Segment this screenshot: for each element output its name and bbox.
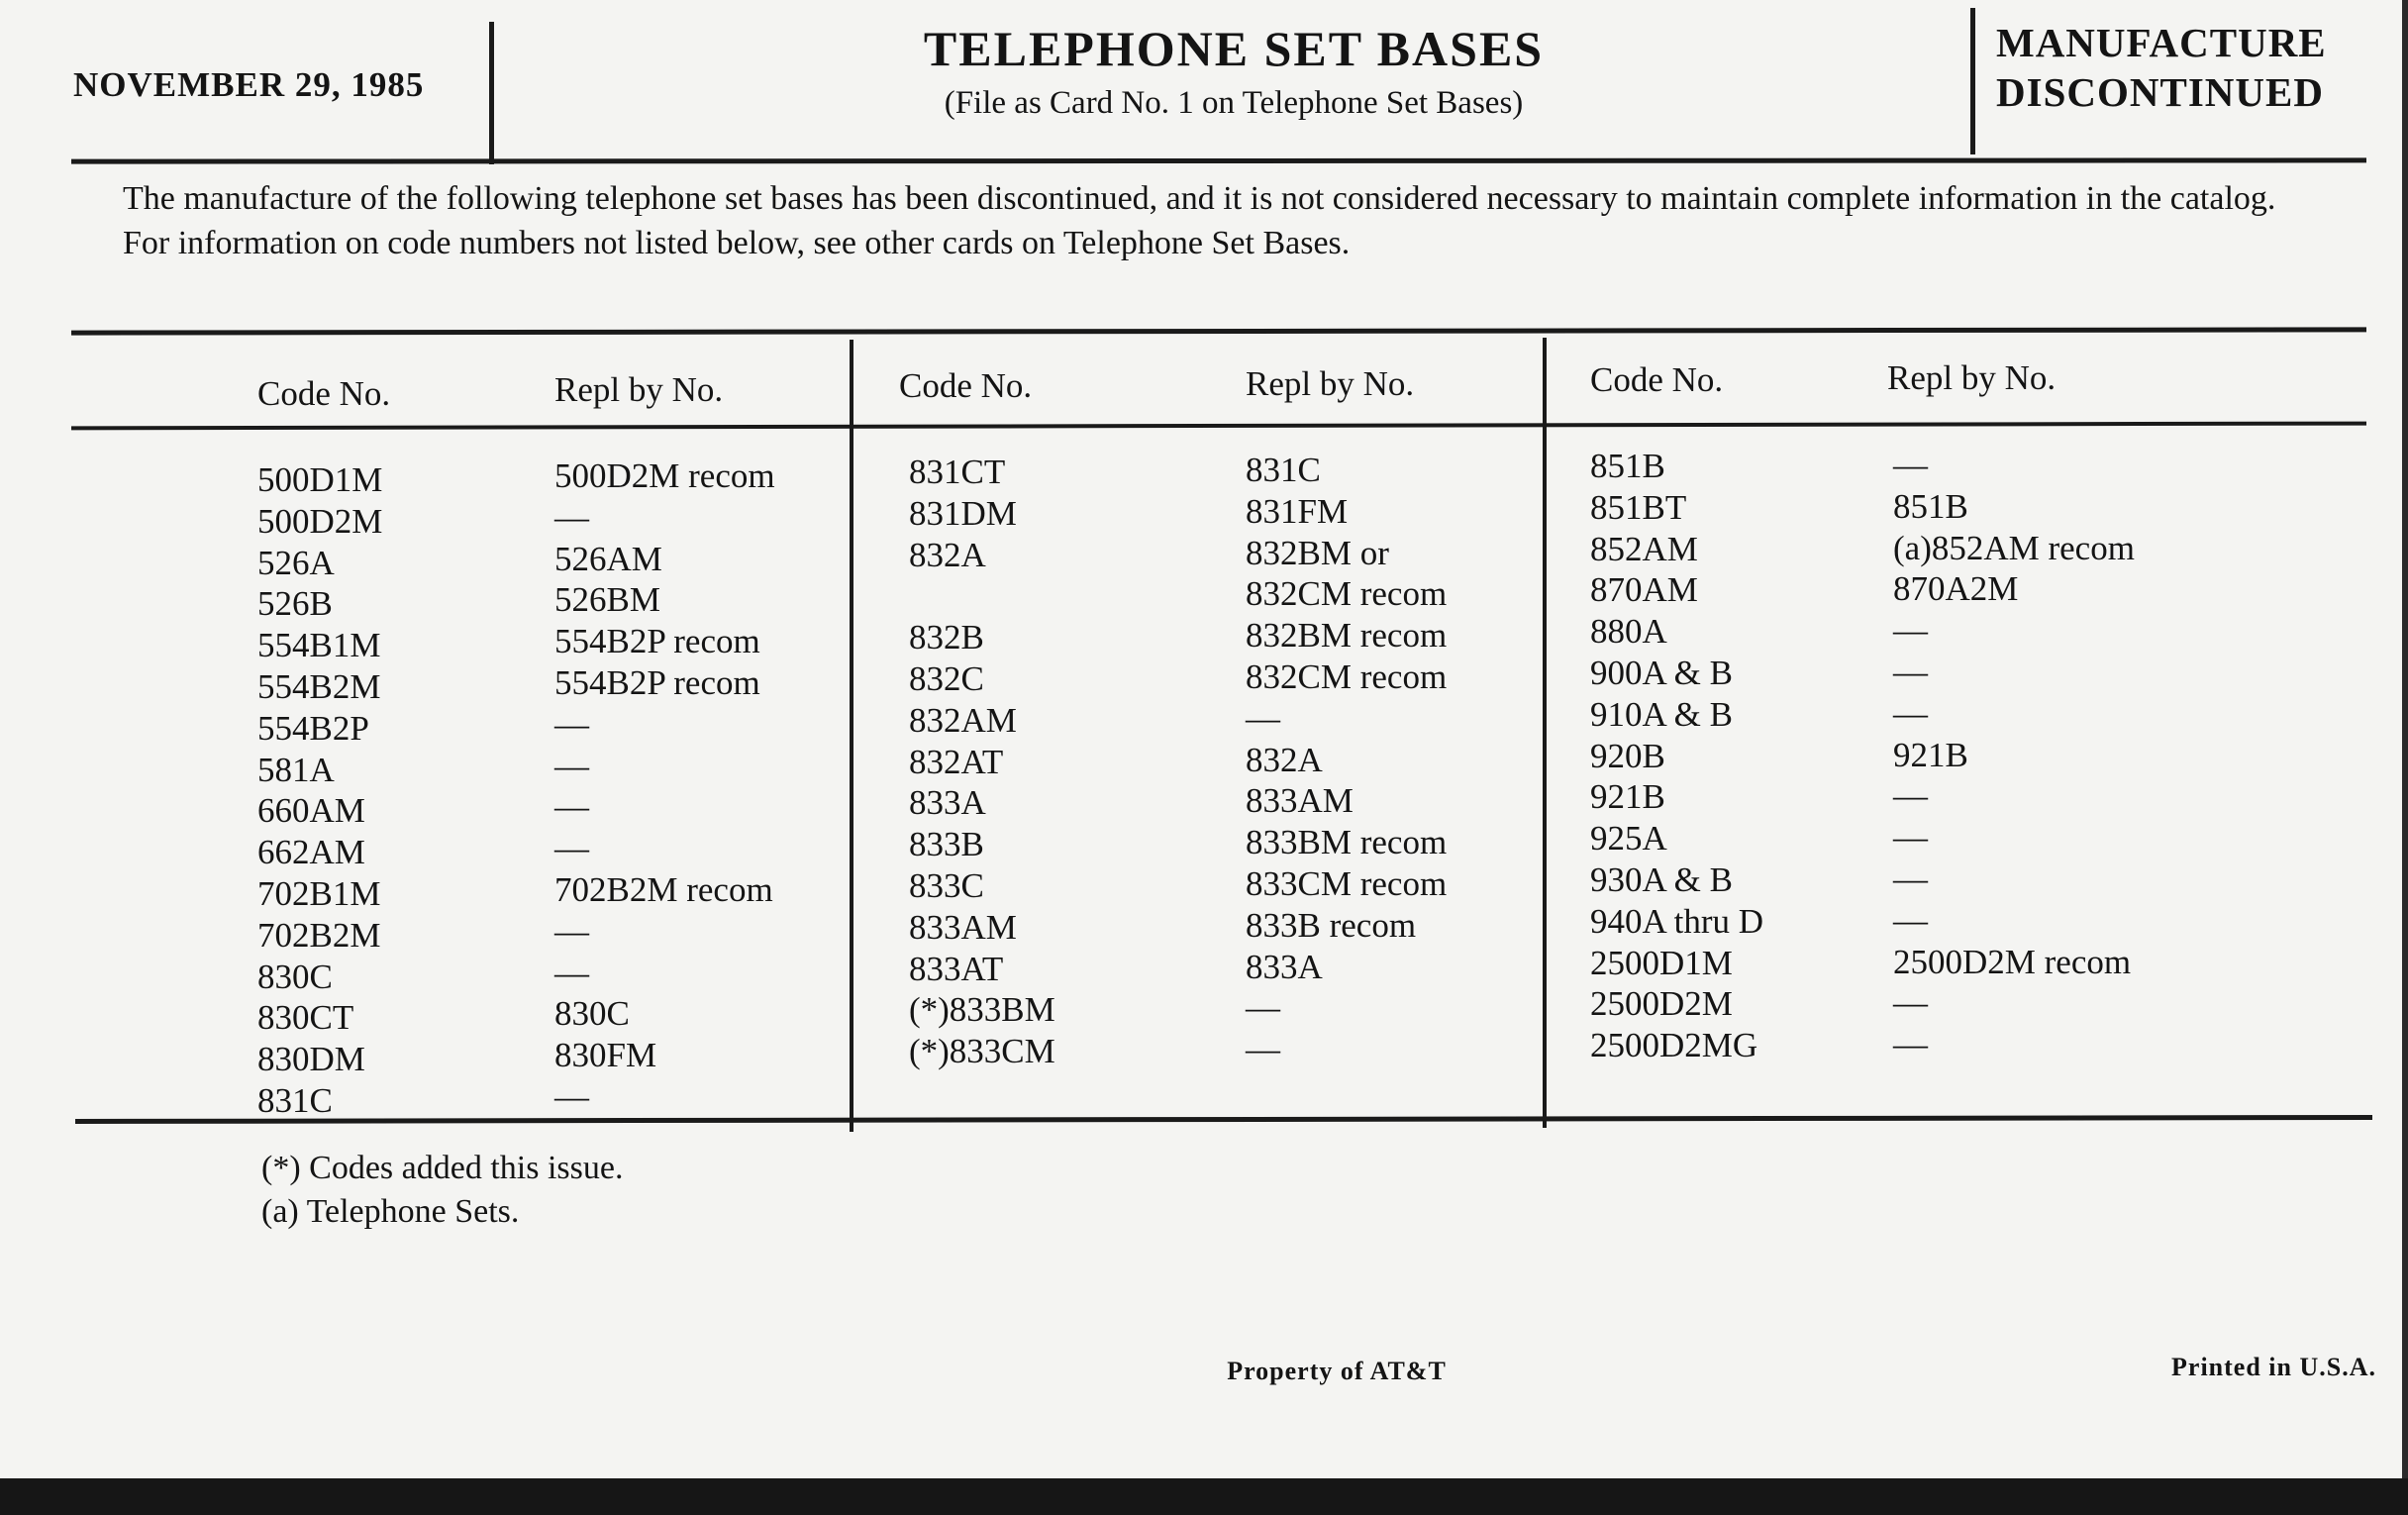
code-cell: (*)833BM <box>909 990 1055 1030</box>
issue-date: NOVEMBER 29, 1985 <box>73 65 425 104</box>
code-cell: 702B2M <box>257 915 381 955</box>
replacement-cell: 526BM <box>554 580 660 620</box>
header-rule <box>71 157 2366 163</box>
page-subtitle: (File as Card No. 1 on Telephone Set Bases) <box>944 85 1524 121</box>
intro-text <box>123 176 2341 265</box>
code-cell: 2500D2M <box>1590 984 1733 1024</box>
scan-edge-right <box>2402 0 2408 1515</box>
code-cell: 833A <box>909 783 986 823</box>
code-cell: 920B <box>1590 736 1665 775</box>
code-cell: 831C <box>257 1080 333 1120</box>
intro-paragraph-1: The manufacture of the following telephone set bases has been discontinued, and it is not considered necessary to maintain complete information in the catalog. <box>123 180 2276 217</box>
replacement-cell: 832CM recom <box>1246 656 1448 696</box>
code-cell: 832AM <box>909 700 1017 740</box>
header-divider-right <box>1970 8 1975 154</box>
code-cell: 831DM <box>909 493 1017 533</box>
code-cell: 554B1M <box>257 626 381 665</box>
replacement-cell: — <box>1246 1030 1280 1069</box>
code-cell <box>909 575 1055 617</box>
property-notice: Property of AT&T <box>1227 1357 1447 1385</box>
code-cell: 500D2M <box>257 501 383 541</box>
header-divider-left <box>489 22 494 164</box>
replacement-cell: 833CM recom <box>1246 863 1448 903</box>
replacement-cell: — <box>1893 611 1928 651</box>
code-cell: 925A <box>1590 819 1667 858</box>
page-title: TELEPHONE SET BASES <box>923 21 1545 76</box>
replacement-cell: 832BM recom <box>1246 616 1448 656</box>
table-divider-2 <box>1543 338 1547 1128</box>
col3-codes <box>1590 446 1763 1066</box>
code-cell: 900A & B <box>1590 653 1733 692</box>
code-cell: 660AM <box>257 791 365 831</box>
code-cell: (*)833CM <box>909 1032 1055 1071</box>
col2-repl-header: Repl by No. <box>1246 364 1415 403</box>
code-cell: 852AM <box>1590 529 1698 568</box>
table-bottom-rule <box>75 1115 2372 1124</box>
replacement-cell: 851B <box>1893 486 1968 526</box>
replacement-cell: — <box>554 829 589 868</box>
code-cell: 851B <box>1590 447 1665 485</box>
col2-code-header: Code No. <box>899 366 1033 405</box>
replacement-cell: 921B <box>1893 735 1968 774</box>
code-cell: 554B2P <box>257 708 369 748</box>
replacement-cell: — <box>554 746 589 785</box>
code-cell: 702B1M <box>257 873 381 913</box>
printed-notice: Printed in U.S.A. <box>2171 1353 2376 1381</box>
code-cell: 830C <box>257 957 333 996</box>
footnote-telephone-sets: (a) Telephone Sets. <box>261 1193 520 1230</box>
replacement-cell: 500D2M recom <box>554 456 775 495</box>
code-cell: 940A thru D <box>1590 901 1763 941</box>
code-cell: 851BT <box>1590 487 1687 527</box>
replacement-cell: 702B2M recom <box>554 869 773 909</box>
code-cell: 831CT <box>909 453 1006 491</box>
scan-edge-bottom <box>0 1478 2408 1515</box>
replacement-cell: 526AM <box>554 539 662 578</box>
code-cell: 662AM <box>257 833 365 872</box>
table-top-rule <box>71 327 2366 335</box>
replacement-cell: — <box>1893 1025 1928 1064</box>
replacement-cell: — <box>1246 698 1280 738</box>
code-cell: 830CT <box>257 998 354 1038</box>
replacement-cell: — <box>1893 652 1928 691</box>
replacement-cell: — <box>554 497 589 537</box>
code-cell: 910A & B <box>1590 694 1733 734</box>
code-cell: 833AT <box>909 949 1004 988</box>
code-cell: 554B2M <box>257 666 381 706</box>
code-cell: 880A <box>1590 612 1667 652</box>
col3-code-header: Code No. <box>1590 360 1724 399</box>
table-header-rule <box>71 422 2366 431</box>
status-line-1: MANUFACTURE <box>1996 20 2327 65</box>
code-cell: 833B <box>909 825 984 864</box>
replacement-cell: 833BM recom <box>1246 823 1448 862</box>
col3-repls <box>1893 445 2135 1065</box>
status-line-2: DISCONTINUED <box>1996 69 2324 115</box>
replacement-cell: — <box>1893 776 1928 816</box>
code-cell: 930A & B <box>1590 859 1733 899</box>
replacement-cell: (a)852AM recom <box>1893 528 2135 567</box>
footnotes <box>261 1147 623 1234</box>
replacement-cell: 833B recom <box>1246 905 1417 945</box>
replacement-cell: 833A <box>1246 947 1323 986</box>
replacement-cell: 833AM <box>1246 781 1354 821</box>
code-cell: 2500D1M <box>1590 943 1733 982</box>
replacement-cell: 830C <box>554 994 630 1034</box>
replacement-cell: 831C <box>1246 451 1321 489</box>
replacement-cell: — <box>554 911 589 951</box>
replacement-cell: — <box>1246 988 1280 1028</box>
code-cell: 833AM <box>909 907 1017 947</box>
replacement-cell: — <box>554 704 589 744</box>
replacement-cell: 832CM recom <box>1246 574 1448 614</box>
replacement-cell: 2500D2M recom <box>1893 942 2132 981</box>
replacement-cell: — <box>1893 983 1928 1023</box>
replacement-cell: 831FM <box>1246 491 1349 531</box>
col1-codes <box>257 459 382 1122</box>
footnote-codes-added: (*) Codes added this issue. <box>261 1150 624 1186</box>
code-cell: 833C <box>909 865 984 905</box>
code-cell: 500D1M <box>257 460 383 499</box>
code-cell: 832A <box>909 535 986 574</box>
code-cell: 526B <box>257 584 333 624</box>
col3-repl-header: Repl by No. <box>1887 358 2057 397</box>
col2-repls <box>1246 450 1447 1070</box>
replacement-cell: 870A2M <box>1893 569 2019 609</box>
replacement-cell: 830FM <box>554 1036 657 1075</box>
intro-paragraph-2: For information on code numbers not listed below, see other cards on Telephone Set Bases. <box>123 225 1351 261</box>
replacement-cell: — <box>554 1076 589 1116</box>
table-divider-1 <box>850 340 853 1132</box>
code-cell: 832C <box>909 658 984 698</box>
code-cell: 832AT <box>909 742 1004 781</box>
code-cell: 832B <box>909 618 984 657</box>
replacement-cell: — <box>554 953 589 992</box>
col1-code-header: Code No. <box>257 374 391 413</box>
code-cell: 526A <box>257 543 335 582</box>
code-cell: 870AM <box>1590 570 1698 610</box>
col1-repls <box>554 455 775 1118</box>
replacement-cell: — <box>1893 818 1928 858</box>
replacement-cell: 832BM or <box>1246 533 1389 572</box>
status-label <box>1996 18 2327 117</box>
replacement-cell: 554B2P recom <box>554 662 760 702</box>
code-cell: 2500D2MG <box>1590 1026 1758 1065</box>
replacement-cell: 554B2P recom <box>554 622 760 661</box>
replacement-cell: 832A <box>1246 740 1323 779</box>
replacement-cell: — <box>1893 693 1928 733</box>
replacement-cell: — <box>1893 446 1928 484</box>
code-cell: 921B <box>1590 777 1665 817</box>
replacement-cell: — <box>1893 900 1928 940</box>
code-cell: 581A <box>257 750 335 789</box>
col2-codes <box>909 452 1055 1072</box>
replacement-cell: — <box>554 787 589 827</box>
col1-repl-header: Repl by No. <box>554 370 724 409</box>
code-cell: 830DM <box>257 1040 365 1079</box>
replacement-cell: — <box>1893 858 1928 898</box>
